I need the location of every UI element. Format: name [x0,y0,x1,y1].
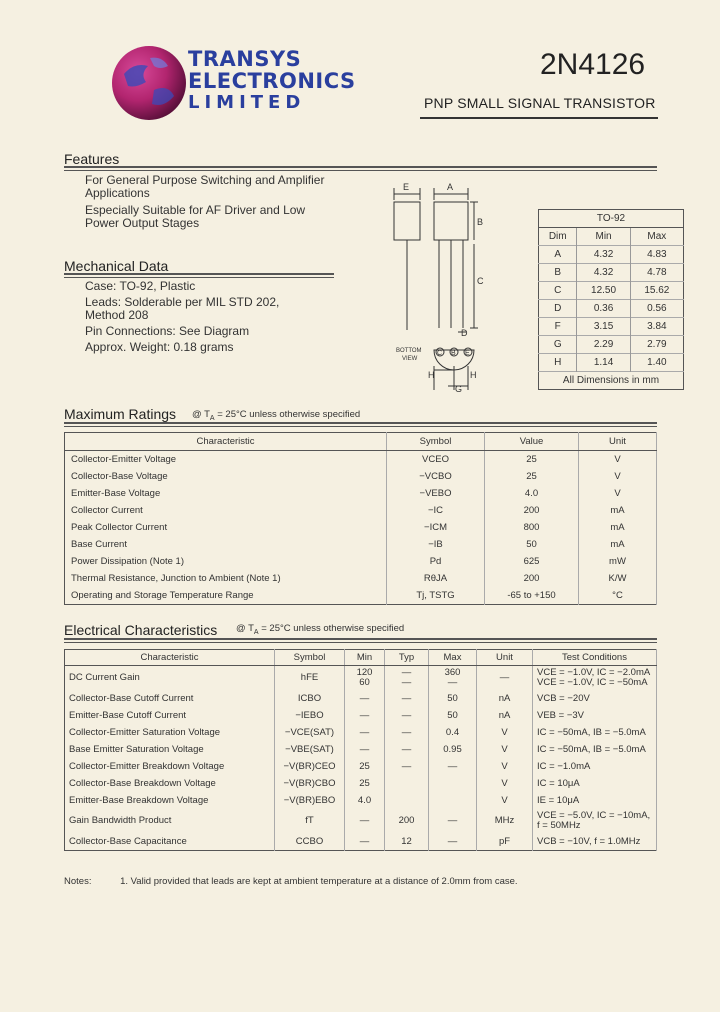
dimensions-table [538,209,684,390]
pin-label-c: C [437,350,443,357]
table-row [65,468,657,485]
dim-label-g: G [455,384,463,394]
note-item: 1. Valid provided that leads are kept at ambient temperature at a distance of 2.0mm from case. [120,876,518,887]
dim-cell: 4.83 [630,246,683,264]
max-ratings-rule [64,422,657,427]
table-cell: 25 [485,468,579,485]
package-name: TO-92 [539,210,684,228]
electrical-table [64,649,657,851]
table-cell: mA [579,502,657,519]
company-name-line3: LIMITED [188,92,306,113]
dim-cell: A [539,246,577,264]
table-cell: 800 [485,519,579,536]
table-cell: Pd [387,553,485,570]
pin-label-e: E [465,350,470,357]
table-cell: −VCBO [387,468,485,485]
features-title: Features [64,151,120,167]
col-header: Max [429,650,477,666]
dim-cell: 3.15 [577,318,630,336]
mechanical-title: Mechanical Data [64,258,169,274]
table-cell: — [385,724,429,741]
notes [64,876,518,887]
dim-row [539,282,684,300]
feature-item: For General Purpose Switching and Amplifier Applications [85,173,325,200]
table-cell: VCB = −20V [533,690,657,707]
dim-row [539,300,684,318]
table-cell: Collector-Base Cutoff Current [65,690,275,707]
table-cell: 50 [429,707,477,724]
dim-cell: F [539,318,577,336]
table-cell: 0.95 [429,741,477,758]
table-row [65,519,657,536]
dim-row [539,318,684,336]
table-cell: Emitter-Base Cutoff Current [65,707,275,724]
subtitle: PNP SMALL SIGNAL TRANSISTOR [424,95,656,111]
table-cell: IE = 10μA [533,792,657,809]
table-cell: Collector-Emitter Saturation Voltage [65,724,275,741]
dim-cell: 3.84 [630,318,683,336]
table-cell: 200 [485,502,579,519]
table-cell: VEB = −3V [533,707,657,724]
table-cell: 360 — [429,666,477,691]
table-cell: mW [579,553,657,570]
dim-row [539,336,684,354]
table-row [65,451,657,469]
table-cell: 4.0 [485,485,579,502]
table-cell: 12 [385,833,429,851]
table-cell: RθJA [387,570,485,587]
table-row [65,775,657,792]
table-cell: IC = 10μA [533,775,657,792]
table-cell: Base Emitter Saturation Voltage [65,741,275,758]
dim-label-c: C [477,276,484,286]
table-cell: CCBO [275,833,345,851]
table-row [65,485,657,502]
dimensions-footer: All Dimensions in mm [539,372,684,390]
table-row [65,833,657,851]
table-cell: −VEBO [387,485,485,502]
dim-cell: 12.50 [577,282,630,300]
dim-label-h2: H [470,370,477,380]
table-row [65,707,657,724]
table-cell: V [477,775,533,792]
col-header: Characteristic [65,650,275,666]
dim-cell: 0.36 [577,300,630,318]
table-cell: IC = −1.0mA [533,758,657,775]
table-cell [385,792,429,809]
table-row [65,758,657,775]
table-cell: -65 to +150 [485,587,579,605]
table-cell: −VCE(SAT) [275,724,345,741]
table-cell: fT [275,809,345,833]
table-cell: K/W [579,570,657,587]
table-cell: — [345,690,385,707]
table-row [65,536,657,553]
col-header: Unit [477,650,533,666]
dim-label-b: B [477,217,484,227]
package-diagram [390,180,535,395]
table-cell: 625 [485,553,579,570]
table-cell: — [385,690,429,707]
dim-row [539,246,684,264]
table-row [65,587,657,605]
table-cell: mA [579,519,657,536]
header-rule [420,117,658,119]
table-cell: Collector Current [65,502,387,519]
dim-cell: 4.32 [577,264,630,282]
table-cell: ICBO [275,690,345,707]
side-view-body [394,202,420,240]
table-cell: — — [385,666,429,691]
notes-label: Notes: [64,876,92,887]
table-cell: IC = −50mA, IB = −5.0mA [533,741,657,758]
table-row [65,502,657,519]
dim-cell: H [539,354,577,372]
dim-row [539,354,684,372]
table-cell: V [579,485,657,502]
table-cell: — [345,707,385,724]
table-cell: Collector-Base Capacitance [65,833,275,851]
front-view-body [434,202,468,240]
table-cell: V [477,758,533,775]
table-cell: pF [477,833,533,851]
dim-cell: 2.29 [577,336,630,354]
dim-label-e: E [403,182,410,192]
col-header: Unit [579,433,657,451]
max-ratings-body [65,451,657,605]
table-cell: Collector-Base Breakdown Voltage [65,775,275,792]
table-cell: — [345,741,385,758]
dim-row [539,264,684,282]
table-cell [385,775,429,792]
table-cell: Peak Collector Current [65,519,387,536]
table-cell: nA [477,707,533,724]
col-header: Symbol [387,433,485,451]
dim-cell: 4.32 [577,246,630,264]
table-cell: — [385,741,429,758]
dim-label-d: D [461,328,468,338]
table-row [65,741,657,758]
max-ratings-title: Maximum Ratings [64,406,177,422]
company-logo-text [188,48,356,114]
mechanical-item: Approx. Weight: 0.18 grams [85,340,234,354]
dim-cell: B [539,264,577,282]
table-cell: — [345,724,385,741]
table-cell: Power Dissipation (Note 1) [65,553,387,570]
pin-label-b: B [451,350,456,357]
table-row [65,570,657,587]
table-cell [429,792,477,809]
dim-label-h: H [428,370,435,380]
table-cell: hFE [275,666,345,691]
electrical-body [65,666,657,851]
dim-label-a: A [447,182,454,192]
table-cell: — [385,707,429,724]
table-row [65,666,657,691]
table-cell: 25 [485,451,579,469]
table-cell: — [345,809,385,833]
table-cell: VCE = −5.0V, IC = −10mA, f = 50MHz [533,809,657,833]
table-cell: Emitter-Base Voltage [65,485,387,502]
col-header: Min [345,650,385,666]
table-cell: V [477,792,533,809]
mechanical-item: Case: TO-92, Plastic [85,279,196,293]
table-cell: −V(BR)CBO [275,775,345,792]
dim-cell: 4.78 [630,264,683,282]
dim-cell: 1.14 [577,354,630,372]
table-cell: −IC [387,502,485,519]
dim-cell: D [539,300,577,318]
electrical-title: Electrical Characteristics [64,622,218,638]
table-cell: Operating and Storage Temperature Range [65,587,387,605]
col-header: Value [485,433,579,451]
features-rule [64,166,657,171]
dim-header: Min [577,228,630,246]
bottom-label: BOTTOM [396,348,422,354]
mechanical-item: Leads: Solderable per MIL STD 202, Method 208 [85,295,280,322]
table-cell: 0.4 [429,724,477,741]
col-header: Test Conditions [533,650,657,666]
table-row [65,553,657,570]
table-cell: V [477,741,533,758]
col-header: Characteristic [65,433,387,451]
table-row [65,792,657,809]
feature-item: Especially Suitable for AF Driver and Low Power Output Stages [85,203,306,230]
table-cell: VCB = −10V, f = 1.0MHz [533,833,657,851]
table-cell: nA [477,690,533,707]
table-cell: 25 [345,775,385,792]
table-cell: 4.0 [345,792,385,809]
col-header: Symbol [275,650,345,666]
dim-header: Max [647,231,667,242]
table-cell: °C [579,587,657,605]
dim-cell: 0.56 [630,300,683,318]
table-cell: −IB [387,536,485,553]
table-cell: IC = −50mA, IB = −5.0mA [533,724,657,741]
table-cell: mA [579,536,657,553]
features-list [85,174,324,230]
table-cell: V [579,468,657,485]
table-cell: −V(BR)CEO [275,758,345,775]
dim-header: Dim [539,228,577,246]
mechanical-list [85,280,279,354]
table-cell: −IEBO [275,707,345,724]
company-name-line1: TRANSYS [188,47,302,71]
company-logo-globe [110,44,188,122]
dim-cell: 1.40 [630,354,683,372]
dim-cell: 2.79 [630,336,683,354]
electrical-condition: @ $T_A = 25^\circ C$ unless otherwise specified [236,623,405,636]
mechanical-item: Pin Connections: See Diagram [85,324,250,338]
table-cell: Collector-Emitter Voltage [65,451,387,469]
table-cell: Tj, TSTG [387,587,485,605]
table-cell: — [477,666,533,691]
table-cell [429,775,477,792]
company-name-line2: ELECTRONICS [188,69,356,93]
max-ratings-condition: @ $T_A = 25^\circ C$ unless otherwise specified [192,409,361,422]
table-cell: 120 60 [345,666,385,691]
table-cell: VCE = −1.0V, IC = −2.0mA VCE = −1.0V, IC = −50mA [533,666,657,691]
table-cell: — [429,809,477,833]
table-cell: −VBE(SAT) [275,741,345,758]
dim-cell: G [539,336,577,354]
table-cell: — [385,758,429,775]
view-label: VIEW [402,356,418,362]
table-cell: — [429,833,477,851]
table-cell: V [477,724,533,741]
table-cell: 50 [485,536,579,553]
table-cell: DC Current Gain [65,666,275,691]
part-number: 2N4126 [540,48,646,81]
table-cell: Thermal Resistance, Junction to Ambient (Note 1) [65,570,387,587]
table-cell: Gain Bandwidth Product [65,809,275,833]
table-cell: MHz [477,809,533,833]
max-ratings-table [64,432,657,605]
table-cell: −ICM [387,519,485,536]
col-header: Typ [385,650,429,666]
table-cell: 200 [385,809,429,833]
table-cell: Emitter-Base Breakdown Voltage [65,792,275,809]
electrical-rule [64,638,657,643]
table-cell: — [429,758,477,775]
table-cell: V [579,451,657,469]
dim-cell: C [539,282,577,300]
table-cell: Collector-Base Voltage [65,468,387,485]
table-cell: Base Current [65,536,387,553]
table-cell: 50 [429,690,477,707]
table-row [65,724,657,741]
table-cell: — [345,833,385,851]
table-cell: VCEO [387,451,485,469]
table-cell: 200 [485,570,579,587]
mechanical-rule [64,273,334,278]
table-row [65,809,657,833]
table-cell: −V(BR)EBO [275,792,345,809]
dim-cell: 15.62 [630,282,683,300]
table-cell: Collector-Emitter Breakdown Voltage [65,758,275,775]
table-row [65,690,657,707]
table-cell: 25 [345,758,385,775]
dimensions-body [539,246,684,372]
